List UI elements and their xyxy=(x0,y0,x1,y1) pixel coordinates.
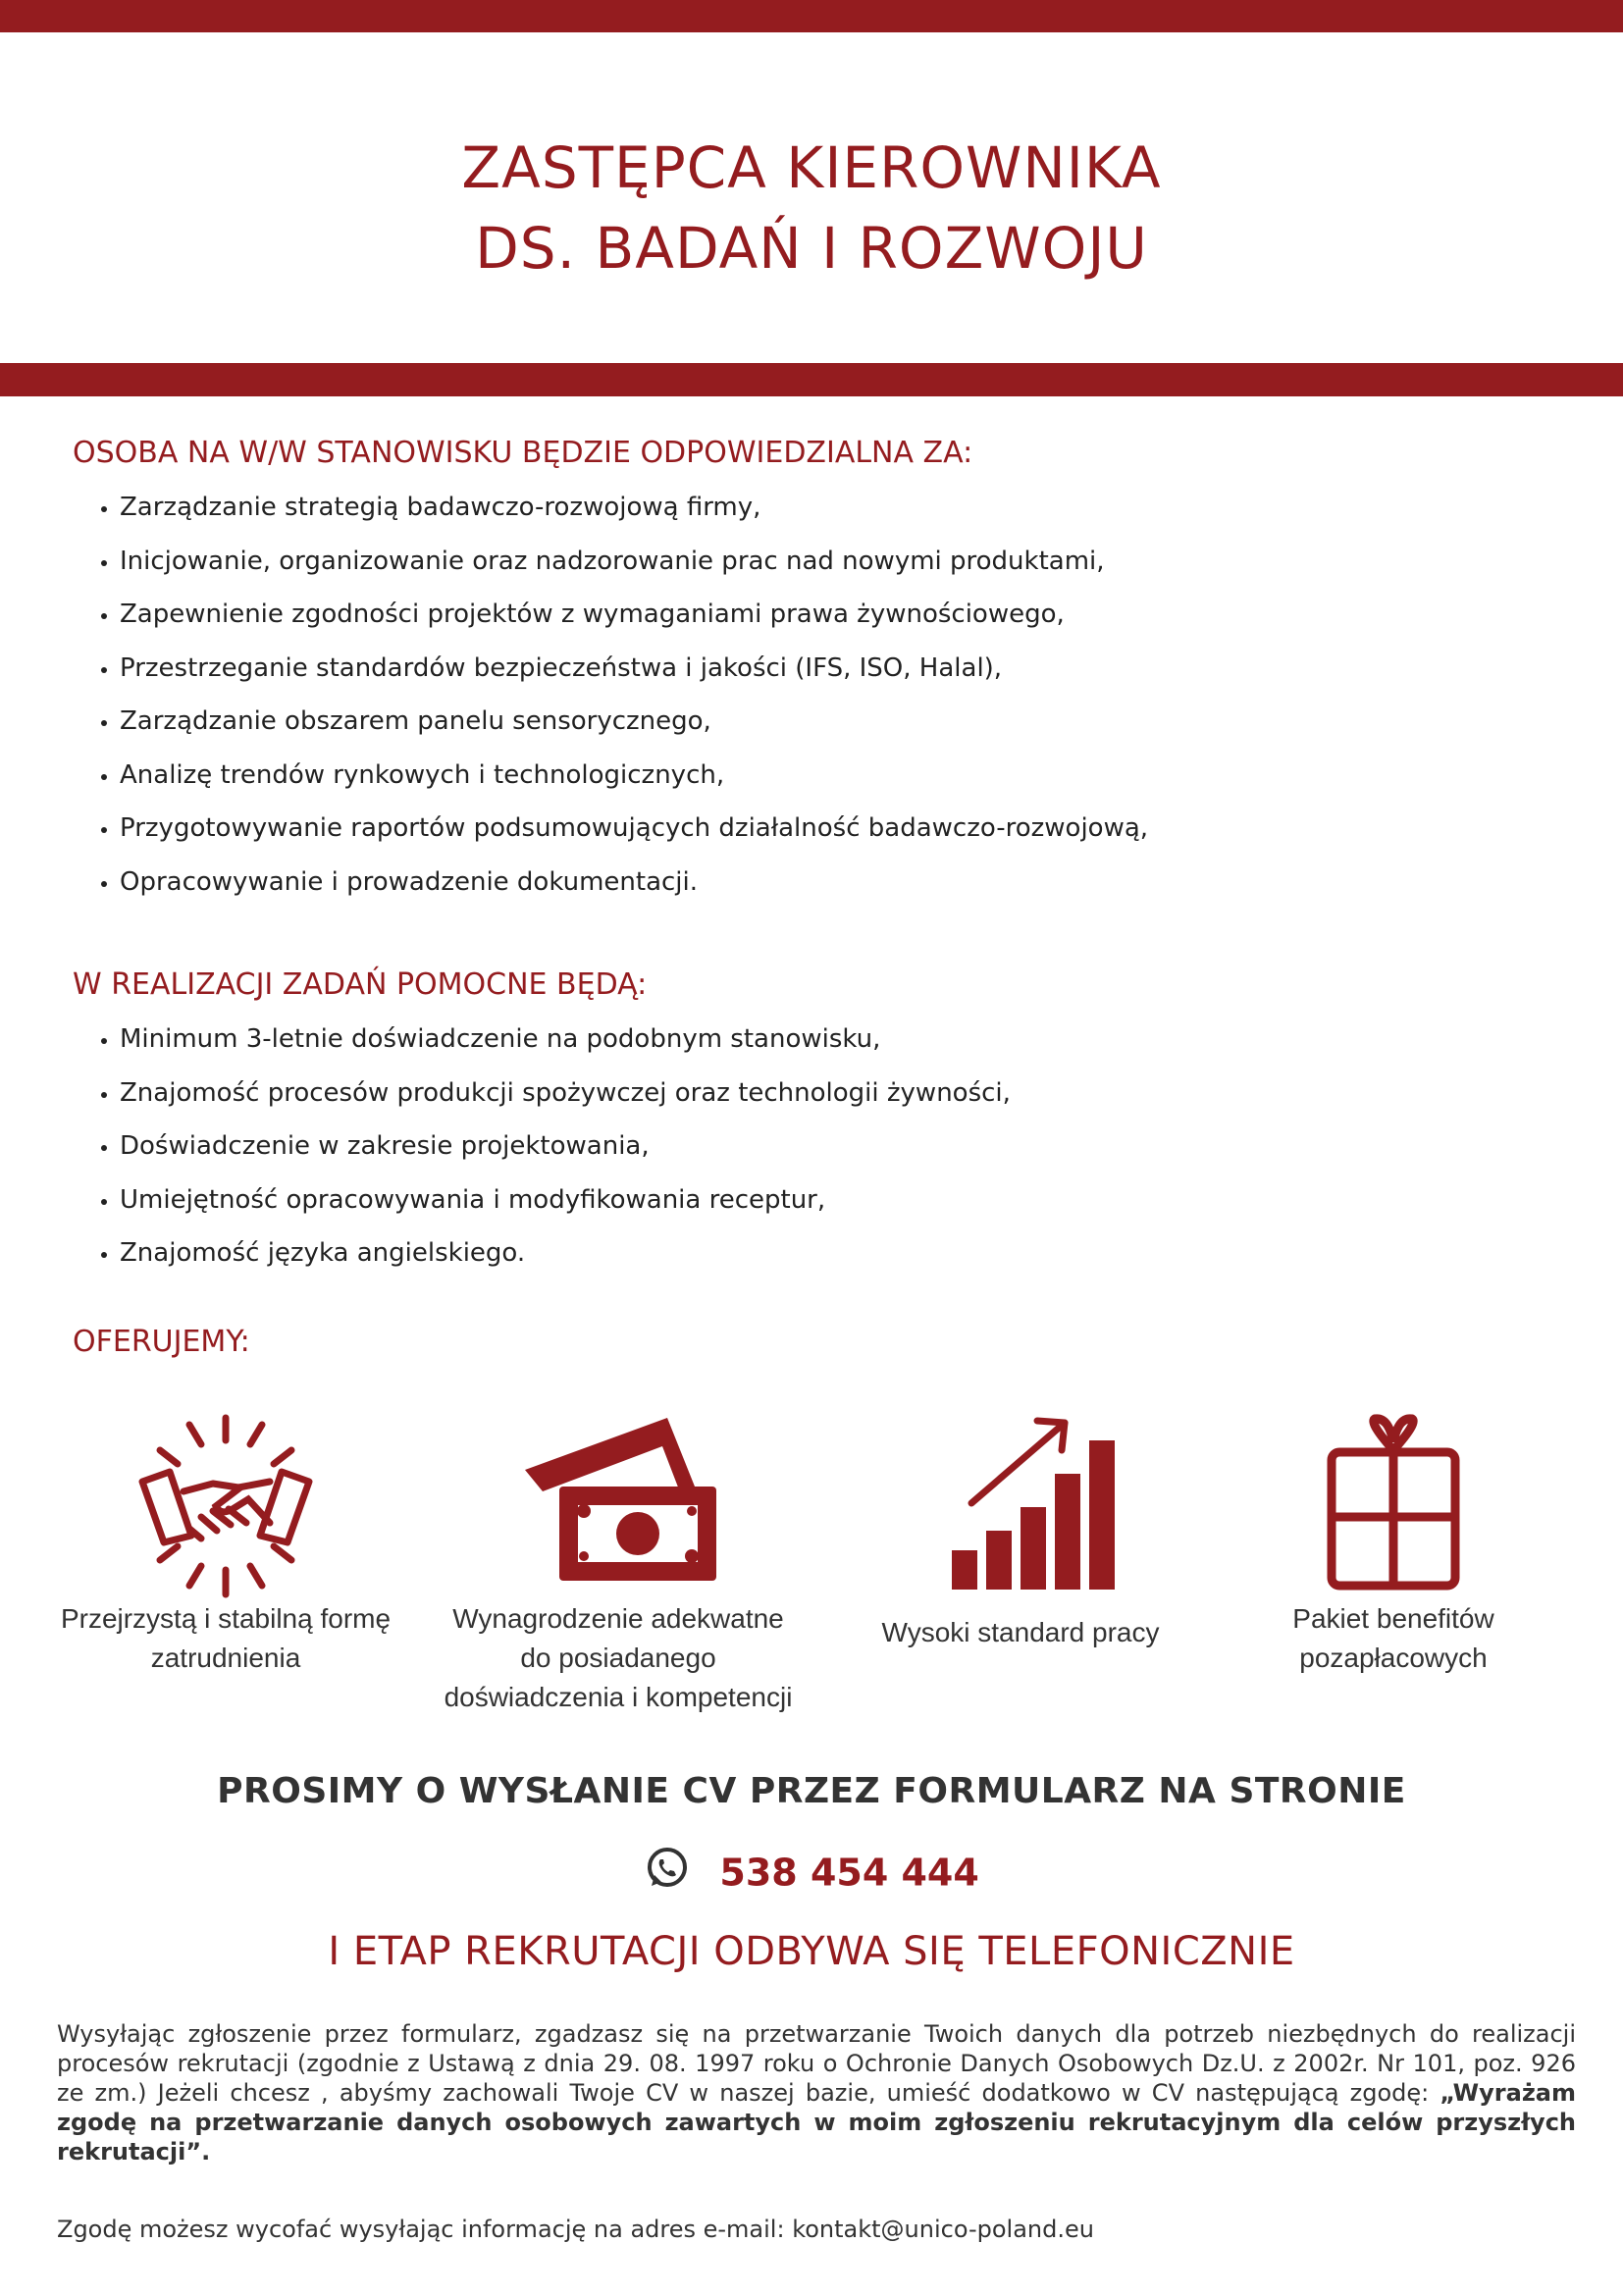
list-item: • Przestrzeganie standardów bezpieczeństwa i jakości (IFS, ISO, Halal), xyxy=(120,642,1564,696)
offer-caption: Przejrzystą i stabilną formę zatrudnienia xyxy=(60,1603,392,1673)
offer-heading: OFERUJEMY: xyxy=(73,1325,250,1359)
list-item: • Znajomość procesów produkcji spożywczej oraz technologii żywności, xyxy=(120,1067,1564,1121)
requirements-section xyxy=(73,965,1564,1280)
phone-contact xyxy=(0,1845,1623,1901)
list-item: • Zapewnienie zgodności projektów z wymaganiami prawa żywnościowego, xyxy=(120,588,1564,642)
list-item: • Przygotowywanie raportów podsumowujących działalność badawczo-rozwojową, xyxy=(120,802,1564,856)
divider-bar xyxy=(0,363,1623,396)
cv-instruction: PROSIMY O WYSŁANIE CV PRZEZ FORMULARZ NA STRONIE xyxy=(217,1771,1406,1811)
consent-text: „Wyrażam zgodę na przetwarzanie danych osobowych zawartych w moim zgłoszeniu rekrutacyjnym dla celów przyszłych rekrutacji”. xyxy=(57,2079,1576,2166)
responsibilities-list xyxy=(73,481,1564,909)
list-item: • Zarządzanie obszarem panelu sensorycznego, xyxy=(120,695,1564,749)
offer-item-standard xyxy=(824,1413,1217,1652)
responsibilities-heading: OSOBA NA W/W STANOWISKU BĘDZIE ODPOWIEDZIALNA ZA: xyxy=(73,436,973,470)
growth-chart-icon xyxy=(917,1413,1124,1599)
offer-caption: Wynagrodzenie adekwatne do posiadanego doświadczenia i kompetencji xyxy=(444,1603,793,1712)
offer-item-benefits xyxy=(1207,1413,1580,1678)
list-item: • Umiejętność opracowywania i modyfikowania receptur, xyxy=(120,1174,1564,1227)
list-item: • Opracowywanie i prowadzenie dokumentacji. xyxy=(120,856,1564,910)
list-item: • Znajomość języka angielskiego. xyxy=(120,1226,1564,1280)
legal-text: Wysyłając zgłoszenie przez formularz, zgadzasz się na przetwarzanie Twoich danych dla potrzeb niezbędnych do realizacji procesów rekrutacji (zgodnie z Ustawą z dnia 29. 08. 1997 roku o Ochronie Danych Osobowych Dz.U. z 2002r. Nr 101, poz. 926 ze zm.) Jeżeli chcesz , abyśmy zachowali Twoje CV w naszej bazie, umieść dodatkowo w CV następującą zgodę: xyxy=(57,2020,1576,2107)
offer-caption: Wysoki standard pracy xyxy=(881,1617,1160,1647)
gift-icon xyxy=(1290,1413,1496,1599)
handshake-icon xyxy=(123,1413,329,1599)
responsibilities-section xyxy=(73,434,1564,909)
list-item: • Zarządzanie strategią badawczo-rozwojową firmy, xyxy=(120,481,1564,535)
list-item: • Inicjowanie, organizowanie oraz nadzorowanie prac nad nowymi produktami, xyxy=(120,535,1564,589)
offer-section xyxy=(73,1323,1564,1362)
offer-caption: Pakiet benefitów pozapłacowych xyxy=(1292,1603,1494,1673)
offer-item-salary xyxy=(422,1413,814,1717)
top-bar xyxy=(0,0,1623,32)
list-item: • Analizę trendów rynkowych i technologicznych, xyxy=(120,749,1564,803)
requirements-list xyxy=(73,1013,1564,1280)
withdraw-notice: Zgodę możesz wycofać wysyłając informację na adres e-mail: kontakt@unico-poland.eu xyxy=(57,2216,1094,2243)
phone-number[interactable]: 538 454 444 xyxy=(719,1851,979,1895)
offer-row xyxy=(0,1413,1623,1727)
title-line-1: ZASTĘPCA KIEROWNIKA xyxy=(461,134,1162,201)
list-item: • Minimum 3-letnie doświadczenie na podobnym stanowisku, xyxy=(120,1013,1564,1067)
money-icon xyxy=(515,1413,721,1599)
title-line-2: DS. BADAŃ I ROZWOJU xyxy=(475,215,1148,282)
whatsapp-icon xyxy=(644,1845,691,1901)
legal-notice xyxy=(57,2019,1576,2166)
recruitment-note: I ETAP REKRUTACJI ODBYWA SIĘ TELEFONICZNIE xyxy=(328,1929,1295,1974)
requirements-heading: W REALIZACJI ZADAŃ POMOCNE BĘDĄ: xyxy=(73,967,648,1002)
page-title xyxy=(0,128,1623,288)
list-item: • Doświadczenie w zakresie projektowania, xyxy=(120,1120,1564,1174)
offer-item-employment xyxy=(39,1413,412,1678)
